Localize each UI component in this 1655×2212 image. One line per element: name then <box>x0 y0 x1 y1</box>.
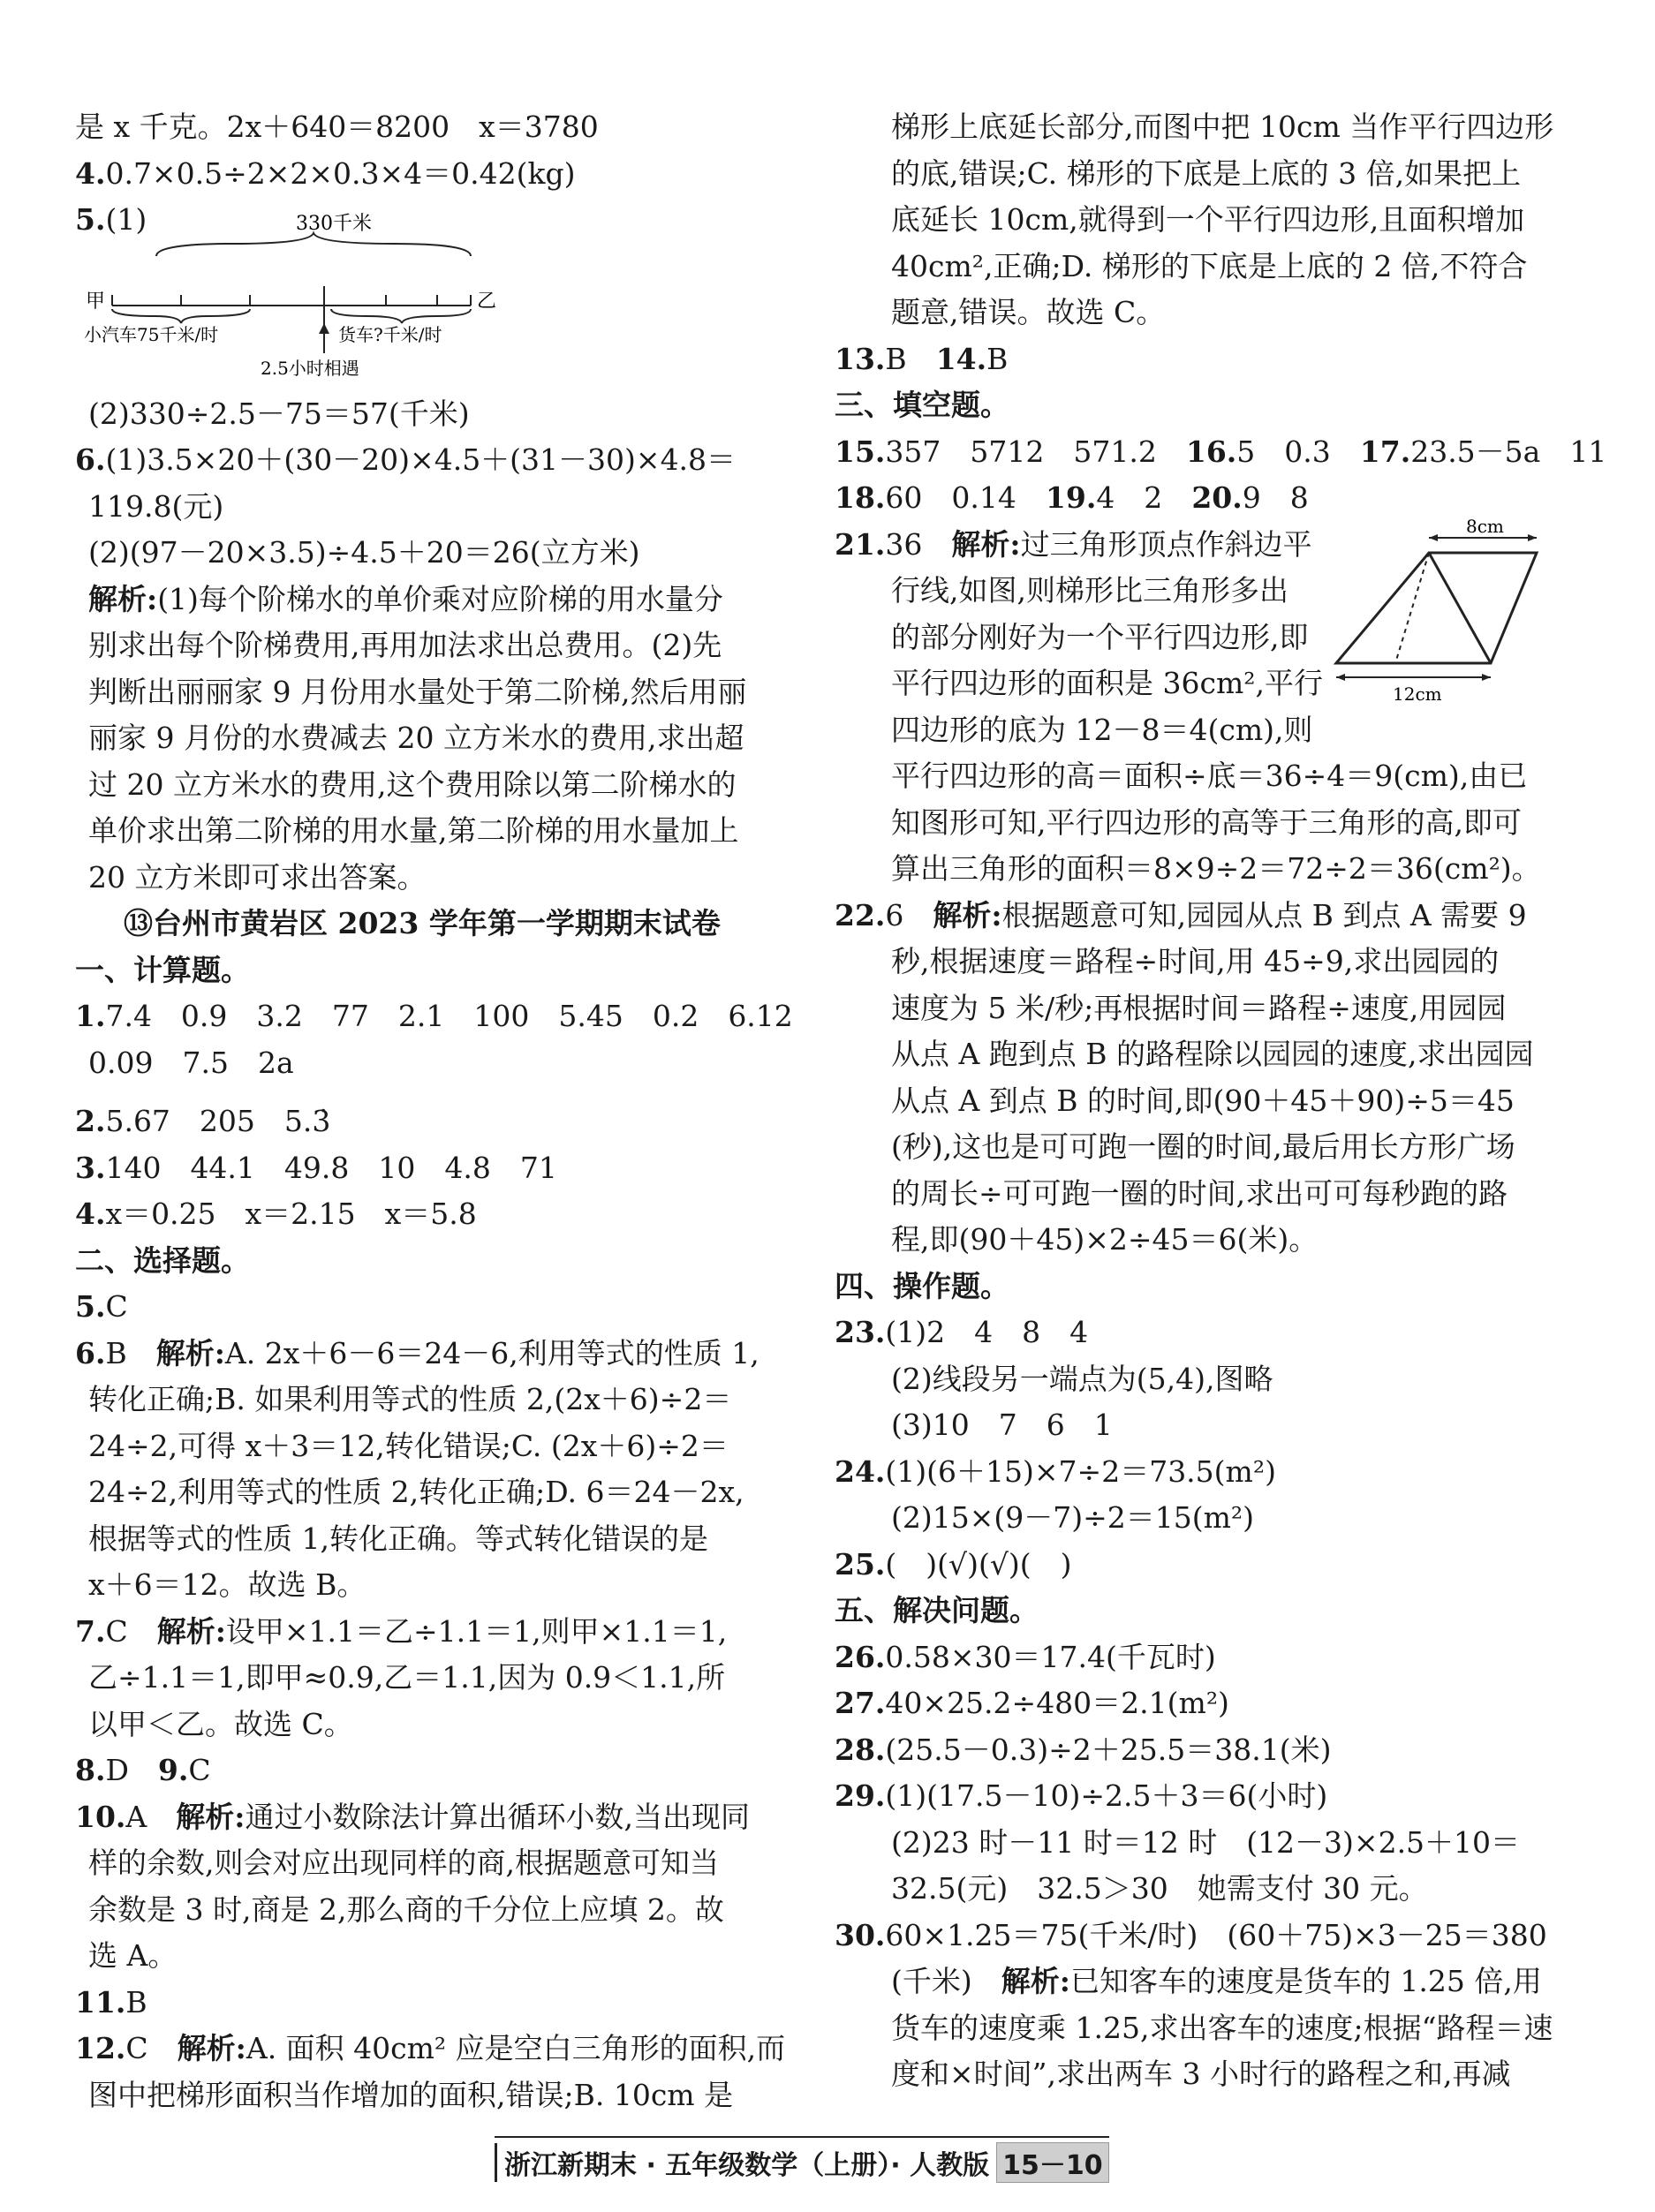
triangle-side <box>1429 553 1491 663</box>
text-line: 判断出丽丽家 9 月份用水量处于第二阶梯,然后用丽 <box>88 674 747 709</box>
text-line: 度和×时间”,求出两车 3 小时行的路程之和,再减 <box>891 2057 1511 2091</box>
text-line: 平行四边形的高＝面积÷底＝36÷4＝9(cm),由已 <box>891 759 1528 793</box>
fill-18-20: 18.60 0.14 19.4 2 20.9 8 <box>835 480 1309 515</box>
text-line: 算出三角形的面积＝8×9÷2＝72÷2＝36(cm²)。 <box>891 851 1541 886</box>
end-point-label: 乙 <box>477 290 497 313</box>
bottom-length-label: 12cm <box>1393 683 1442 705</box>
text-line: 梯形上底延长部分,而图中把 10cm 当作平行四边形 <box>891 109 1554 144</box>
operation-25: 25.( )(√)(√)( ) <box>835 1546 1072 1582</box>
page-footer <box>495 2141 1109 2184</box>
choice-12: 12.C 解析:A. 面积 40cm² 应是空白三角形的面积,而 <box>75 2031 786 2065</box>
text-line: 119.8(元) <box>88 488 224 524</box>
text-line: 乙÷1.1＝1,即甲≈0.9,乙＝1.1,因为 0.9＜1.1,所 <box>88 1660 726 1695</box>
text-line: 24÷2,可得 x＋3＝12,转化错误;C. (2x＋6)÷2＝ <box>88 1428 729 1463</box>
text-line: (千米) 解析:已知客车的速度是货车的 1.25 倍,用 <box>891 1964 1542 1998</box>
text-line: 秒,根据速度＝路程÷时间,用 45÷9,求出园园的 <box>891 944 1500 978</box>
text-line: 货车的速度乘 1.25,求出客车的速度;根据“路程＝速 <box>891 2010 1553 2045</box>
text-line: 40cm²,正确;D. 梯形的下底是上底的 2 倍,不符合 <box>891 248 1528 283</box>
text-line: 从点 A 跑到点 B 的路程除以园园的速度,求出园园 <box>891 1037 1534 1071</box>
text-line: 转化正确;B. 如果利用等式的性质 2,(2x＋6)÷2＝ <box>88 1382 732 1416</box>
text-line: 图中把梯形面积当作增加的面积,错误;B. 10cm 是 <box>88 2077 734 2112</box>
distance-diagram-svg <box>75 201 570 391</box>
trapezoid-svg <box>1329 513 1568 707</box>
footer-title: 浙江新期末 · 五年级数学（上册）· 人教版 <box>495 2143 989 2182</box>
truck-brace <box>331 309 471 323</box>
section-heading: 二、选择题。 <box>75 1242 250 1278</box>
calc-3: 3.140 44.1 49.8 10 4.8 71 <box>75 1150 557 1185</box>
text-line: 以甲＜乙。故选 C。 <box>88 1706 353 1741</box>
text-line: (2)15×(9－7)÷2＝15(m²) <box>891 1500 1255 1535</box>
analysis-6: 解析:(1)每个阶梯水的单价乘对应阶梯的用水量分 <box>88 581 723 616</box>
text-line: (2)(97－20×3.5)÷4.5＋20＝26(立方米) <box>88 535 640 570</box>
text-line: 的周长÷可可跑一圈的时间,求出可可每秒跑的路 <box>891 1175 1508 1211</box>
section-heading: 一、计算题。 <box>75 952 250 987</box>
car-brace <box>112 309 250 323</box>
text-line: 底延长 10cm,就得到一个平行四边形,且面积增加 <box>891 202 1525 237</box>
problem-27: 27.40×25.2÷480＝2.1(m²) <box>835 1686 1229 1720</box>
top-length-label: 8cm <box>1466 515 1504 537</box>
start-point-label: 甲 <box>86 290 106 313</box>
text-line: (2)23 时－11 时＝12 时 (12－3)×2.5＋10＝ <box>891 1824 1521 1860</box>
car-speed-label: 小汽车75千米/时 <box>84 323 219 345</box>
text-line: 丽家 9 月份的水费减去 20 立方米水的费用,求出超 <box>88 721 744 755</box>
truck-speed-label: 货车?千米/时 <box>338 323 442 345</box>
text-line: 行线,如图,则梯形比三角形多出 <box>891 573 1288 608</box>
right-column <box>835 104 1607 2098</box>
text-line: 选 A。 <box>88 1938 178 1973</box>
page-number: 15－10 <box>996 2142 1109 2183</box>
footer-rule <box>495 2136 1109 2138</box>
choice-5: 5.C <box>75 1289 128 1324</box>
section-heading: 四、操作题。 <box>835 1268 1009 1303</box>
arrow-right-icon <box>1482 674 1491 681</box>
text-line: 的部分刚好为一个平行四边形,即 <box>891 619 1309 654</box>
text-line: 知图形可知,平行四边形的高等于三角形的高,即可 <box>891 804 1522 840</box>
text-line: 样的余数,则会对应出现同样的商,根据题意可知当 <box>88 1846 719 1880</box>
choice-10: 10.A 解析:通过小数除法计算出循环小数,当出现同 <box>75 1799 750 1834</box>
calc-1: 1.7.4 0.9 3.2 77 2.1 100 5.45 0.2 6.12 <box>75 999 793 1033</box>
meeting-arrow-icon <box>319 323 329 334</box>
text-line: 平行四边形的面积是 36cm²,平行 <box>891 666 1323 700</box>
trapezoid-outline <box>1336 553 1537 663</box>
choice-7: 7.C 解析:设甲×1.1＝乙÷1.1＝1,则甲×1.1＝1, <box>75 1613 728 1649</box>
operation-24: 24.(1)(6＋15)×7÷2＝73.5(m²) <box>835 1453 1276 1489</box>
answer-4: 4.0.7×0.5÷2×2×0.3×4＝0.42(kg) <box>75 155 576 191</box>
text-line: (3)10 7 6 1 <box>891 1408 1113 1442</box>
answer-5: 5.(1) <box>75 202 147 237</box>
text-line: 单价求出第二阶梯的用水量,第二阶梯的用水量加上 <box>88 813 739 848</box>
fill-21: 21.36 解析:过三角形顶点作斜边平 <box>835 526 1312 562</box>
text-line: 根据等式的性质 1,转化正确。等式转化错误的是 <box>88 1521 708 1556</box>
text-line: 别求出每个阶梯费用,再用加法求出总费用。(2)先 <box>88 628 722 662</box>
fill-15-17: 15.357 5712 571.2 16.5 0.3 17.23.5－5a 11 <box>835 434 1607 469</box>
operation-23: 23.(1)2 4 8 4 <box>835 1315 1089 1349</box>
arrow-right-icon <box>1528 534 1537 541</box>
text-line: x＋6＝12。故选 B。 <box>88 1567 367 1602</box>
fill-22: 22.6 解析:根据题意可知,园园从点 B 到点 A 需要 9 <box>835 897 1527 932</box>
problem-30: 30.60×1.25＝75(千米/时) (60＋75)×3－25＝380 <box>835 1917 1547 1952</box>
text-line: 从点 A 到点 B 的时间,即(90＋45＋90)÷5＝45 <box>891 1083 1515 1118</box>
exam-title: ⑬台州市黄岩区 2023 学年第一学期期末试卷 <box>124 906 721 940</box>
parallel-dashed-line <box>1395 553 1429 663</box>
total-distance-label: 330千米 <box>296 212 372 235</box>
choice-8-9: 8.D 9.C <box>75 1753 211 1787</box>
arrow-left-icon <box>1429 534 1438 541</box>
text-line: 0.09 7.5 2a <box>88 1045 294 1080</box>
section-heading: 五、解决问题。 <box>835 1593 1039 1627</box>
problem-26: 26.0.58×30＝17.4(千瓦时) <box>835 1639 1216 1674</box>
text-line: 四边形的底为 12－8＝4(cm),则 <box>891 712 1313 747</box>
fill-21-block <box>835 515 1563 754</box>
answer-6: 6.(1)3.5×20＋(30－20)×4.5＋(31－30)×4.8＝ <box>75 442 737 477</box>
text-line: (秒),这也是可可跑一圈的时间,最后用长方形广场 <box>891 1129 1515 1164</box>
meeting-time-label: 2.5小时相遇 <box>261 357 359 379</box>
problem-29: 29.(1)(17.5－10)÷2.5＋3＝6(小时) <box>835 1778 1328 1813</box>
text-line: (2)线段另一端点为(5,4),图略 <box>891 1361 1273 1396</box>
calc-4: 4.x＝0.25 x＝2.15 x＝5.8 <box>75 1197 477 1231</box>
choice-6: 6.B 解析:A. 2x＋6－6＝24－6,利用等式的性质 1, <box>75 1335 759 1370</box>
text-line: 是 x 千克。2x＋640＝8200 x＝3780 <box>75 109 599 144</box>
left-column <box>75 104 793 2118</box>
distance-diagram <box>75 201 570 391</box>
text-line: 过 20 立方米水的费用,这个费用除以第二阶梯水的 <box>88 766 737 802</box>
section-heading: 三、填空题。 <box>835 388 1009 422</box>
text-line: 24÷2,利用等式的性质 2,转化正确;D. 6＝24－2x, <box>88 1475 744 1509</box>
text-line: 余数是 3 时,商是 2,那么商的千分位上应填 2。故 <box>88 1891 724 1927</box>
choice-13-14: 13.B 14.B <box>835 341 1009 376</box>
arrow-left-icon <box>1336 674 1345 681</box>
text-line: 的底,错误;C. 梯形的下底是上底的 3 倍,如果把上 <box>891 155 1522 191</box>
calc-2: 2.5.67 205 5.3̇ <box>75 1104 331 1138</box>
text-line: 32.5(元) 32.5＞30 她需支付 30 元。 <box>891 1871 1428 1906</box>
problem-28: 28.(25.5－0.3)÷2＋25.5＝38.1(米) <box>835 1732 1332 1767</box>
text-line: 题意,错误。故选 C。 <box>891 295 1166 329</box>
text-line: 20 立方米即可求出答案。 <box>88 859 427 895</box>
text-line: 速度为 5 米/秒;再根据时间＝路程÷速度,用园园 <box>891 990 1507 1025</box>
total-brace <box>156 233 471 256</box>
answer-5-2: (2)330÷2.5－75＝57(千米) <box>88 396 470 431</box>
trapezoid-figure <box>1329 513 1568 707</box>
choice-11: 11.B <box>75 1984 147 2019</box>
text-line: 程,即(90＋45)×2÷45＝6(米)。 <box>891 1222 1319 1257</box>
